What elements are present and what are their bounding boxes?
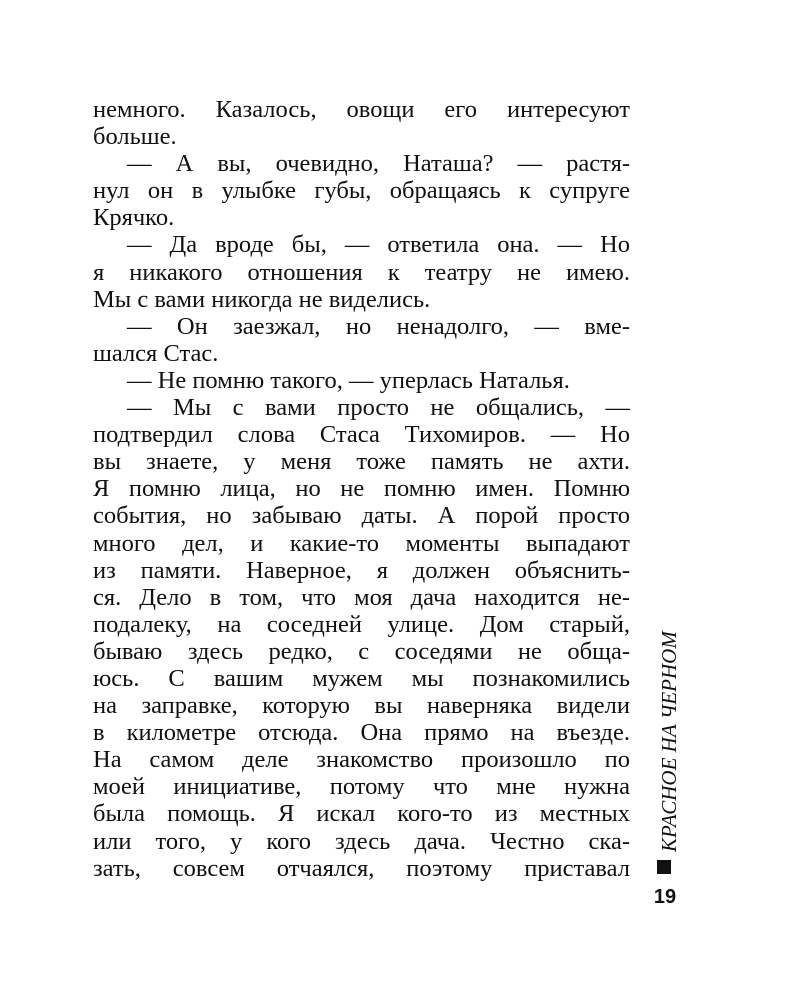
text-line: На самом деле знакомство произошло по: [93, 746, 630, 774]
text-line: — Он заезжал, но ненадолго, — вме-: [127, 312, 630, 340]
text-line: юсь. С вашим мужем мы познакомились: [93, 664, 630, 692]
text-line: много дел, и какие-то моменты выпадают: [93, 529, 630, 557]
text-line: события, но забываю даты. А порой просто: [93, 502, 630, 530]
text-line: — Да вроде бы, — ответила она. — Но: [127, 231, 630, 259]
text-line: из памяти. Наверное, я должен объяснить-: [93, 556, 630, 584]
text-line: бываю здесь редко, с соседями не обща-: [93, 637, 630, 665]
text-line: или того, у кого здесь дача. Честно ска-: [93, 827, 630, 855]
text-line: я никакого отношения к театру не имею.: [93, 258, 630, 286]
text-line: — А вы, очевидно, Наташа? — растя-: [127, 150, 630, 178]
text-line: в километре отсюда. Она прямо на въезде.: [93, 719, 630, 747]
body-text: [93, 96, 630, 882]
text-line: — Мы с вами просто не общались, —: [127, 394, 630, 422]
text-line: немного. Казалось, овощи его интересуют: [93, 96, 630, 123]
square-marker-icon: [657, 860, 671, 874]
text-line: шался Стас.: [93, 339, 219, 367]
text-line: нул он в улыбке губы, обращаясь к супруге: [93, 177, 630, 205]
text-line: подалеку, на соседней улице. Дом старый,: [93, 610, 630, 638]
text-line: больше.: [93, 123, 177, 151]
text-line: зать, совсем отчаялся, поэтому приставал: [93, 854, 630, 882]
text-line: Мы с вами никогда не виделись.: [93, 285, 431, 313]
text-line: Я помню лица, но не помню имен. Помню: [93, 475, 630, 503]
text-line: на заправке, которую вы наверняка видели: [93, 692, 630, 720]
text-line: — Не помню такого, — уперлась Наталья.: [127, 366, 570, 394]
text-line: ся. Дело в том, что моя дача находится не-: [93, 583, 630, 611]
running-head: КРАСНОЕ НА ЧЕРНОМ: [657, 631, 681, 852]
text-line: вы знаете, у меня тоже память не ахти.: [93, 448, 630, 476]
page-number: 19: [653, 886, 677, 908]
text-line: Крячко.: [93, 204, 175, 232]
text-line: была помощь. Я искал кого-то из местных: [93, 800, 630, 828]
text-line: моей инициативе, потому что мне нужна: [93, 773, 630, 801]
text-line: подтвердил слова Стаса Тихомиров. — Но: [93, 421, 630, 449]
